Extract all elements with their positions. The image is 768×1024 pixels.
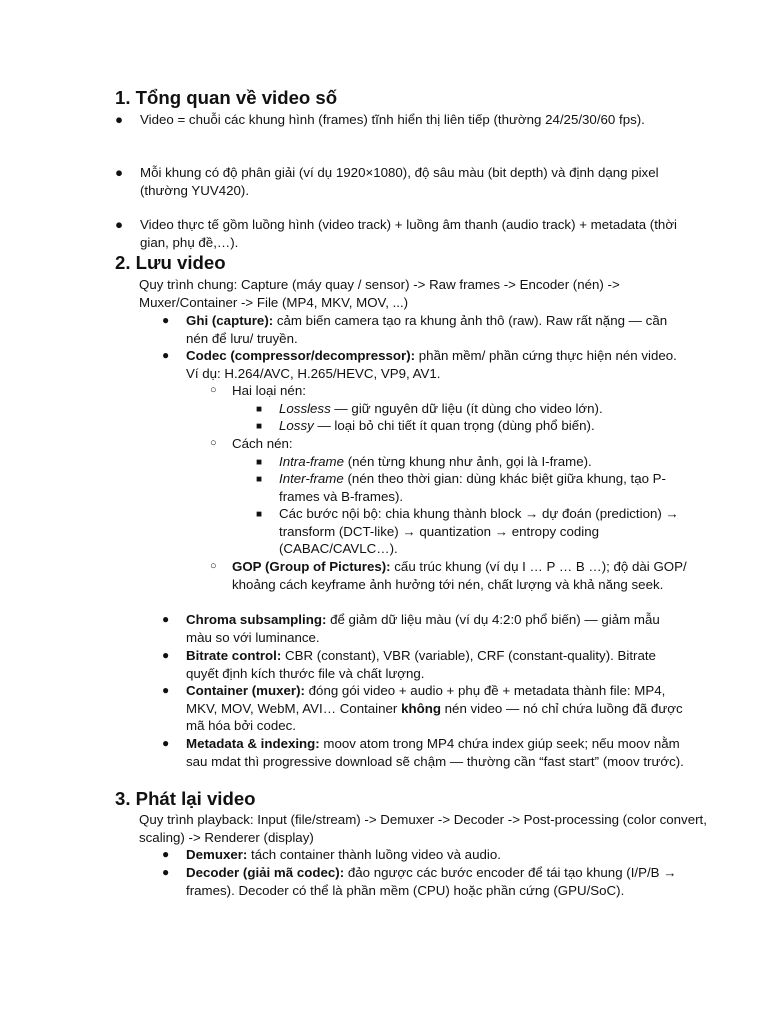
term-text: cảm biến camera tạo ra khung ảnh thô (raw). Raw rất nặng — cần nén để lưu/ truyền. [186,313,668,346]
bullet-marker: ● [162,313,170,327]
list-item [256,453,699,471]
circle-marker: ○ [210,384,217,396]
list-item-text: Hai loại nén: [232,383,306,398]
list-item [162,735,686,770]
bullet-marker: ● [162,648,170,662]
list-item-text: Mỗi khung có độ phân giải (ví dụ 1920×1080), độ sâu màu (bit depth) và định dạng pixel (thường YUV420). [140,165,659,198]
square-marker: ■ [256,509,263,520]
term-text: tách container thành luồng video và audio. [247,847,501,862]
paragraph-intro: Quy trình chung: Capture (máy quay / sensor) -> Raw frames -> Encoder (nén) -> Muxer/Container -> File (MP4, MKV, MOV, ...) [139,277,620,310]
heading-section-1: 1. Tổng quan về video số [115,87,338,108]
list-item [162,611,686,646]
list-item [162,647,686,682]
term-text: nén video — nó chỉ chứa luồng đã được mã hóa bởi codec. [186,700,683,734]
term-text: CBR (constant), VBR (variable), CRF (constant-quality). Bitrate quyết định kích thước file và chất lượng. [186,648,656,681]
term-text: — loại bỏ chi tiết ít quan trọng (dùng phổ biến). [313,418,595,433]
bullet-marker: ● [162,736,170,750]
list-item [115,164,700,199]
paragraph-intro: Quy trình playback: Input (file/stream) -> Demuxer -> Decoder -> Post-processing (color convert, scaling) -> Renderer (display) [139,812,707,845]
term-text: moov atom trong MP4 chứa index giúp seek; nếu moov nằm sau mdat thì progressive download sẽ chậm — thường cần “fast start” (moov trước). [186,736,684,769]
term-text: (nén từng khung như ảnh, gọi là I-frame). [344,454,592,469]
list-item-text: Video = chuỗi các khung hình (frames) tĩnh hiển thị liên tiếp (thường 24/25/30/60 fps). [140,112,645,127]
term-label: GOP (Group of Pictures): [232,559,391,574]
list-item [210,435,692,453]
term-text: (nén theo thời gian: dùng khác biệt giữa khung, tạo P-frames và B-frames). [279,471,666,504]
list-item [256,400,699,418]
bullet-marker: ● [115,112,124,127]
term-label: Lossy [279,418,314,433]
square-marker: ■ [256,474,263,485]
list-item [256,417,699,435]
term-label: Container (muxer): [186,683,305,698]
term-text: đóng gói video + audio + phụ đề + metadata thành file: MP4, MKV, MOV, WebM, AVI… Container [186,683,666,716]
term-label: Demuxer: [186,847,248,862]
term-text: phần mềm/ phần cứng thực hiện nén video. Ví dụ: H.264/AVC, H.265/HEVC, VP9, AV1. [186,348,677,381]
list-item [162,864,686,899]
term-label: Inter-frame [279,471,344,486]
bullet-marker: ● [162,612,170,626]
list-item-text: Video thực tế gồm luồng hình (video track) + luồng âm thanh (audio track) + metadata (thời gian, phụ đề,…). [140,217,677,250]
list-item [162,347,686,382]
square-marker: ■ [256,421,263,432]
bullet-marker: ● [162,683,170,697]
list-item [162,846,686,864]
list-item [256,470,699,505]
term-label: Intra-frame [279,454,345,469]
term-label: Metadata & indexing: [186,736,320,751]
list-item [162,682,686,735]
term-text: để giảm dữ liệu màu (ví dụ 4:2:0 phổ biến) — giảm mẫu màu so với luminance. [186,612,660,645]
list-item [115,216,700,251]
bullet-marker: ● [162,847,170,861]
term-text: đảo ngược các bước encoder để tái tạo khung (I/P/B → frames). Decoder có thể là phần mềm (CPU) hoặc phần cứng (GPU/SoC). [186,865,677,898]
list-item-text: Cách nén: [232,436,293,451]
square-marker: ■ [256,404,263,415]
square-marker: ■ [256,457,263,468]
term-label: Codec (compressor/decompressor): [186,348,416,363]
circle-marker: ○ [210,437,217,449]
list-item [210,382,692,400]
term-label: Lossless [279,401,331,416]
heading-section-2: 2. Lưu video [115,252,226,273]
list-item [210,558,692,593]
term-label: Ghi (capture): [186,313,274,328]
term-label: Decoder (giải mã codec): [186,865,345,880]
bullet-marker: ● [115,165,124,180]
term-text: — giữ nguyên dữ liệu (ít dùng cho video lớn). [330,401,603,416]
bullet-marker: ● [115,217,124,232]
term-label: Chroma subsampling: [186,612,327,627]
list-item-text: Các bước nội bộ: chia khung thành block → dự đoán (prediction) → transform (DCT-like) → quantization → entropy coding (CABAC/CAVLC…). [279,506,679,557]
term-label: Bitrate control: [186,648,282,663]
emphasis-text: không [401,700,441,716]
list-item [115,111,700,129]
bullet-marker: ● [162,865,170,879]
term-text: cấu trúc khung (ví dụ I … P … B …); độ dài GOP/ khoảng cách keyframe ảnh hưởng tới nén, chất lượng và khả năng seek. [232,559,687,592]
bullet-marker: ● [162,348,170,362]
heading-section-3: 3. Phát lại video [115,788,256,809]
list-item [162,312,686,347]
circle-marker: ○ [210,560,217,572]
list-item [256,505,699,558]
